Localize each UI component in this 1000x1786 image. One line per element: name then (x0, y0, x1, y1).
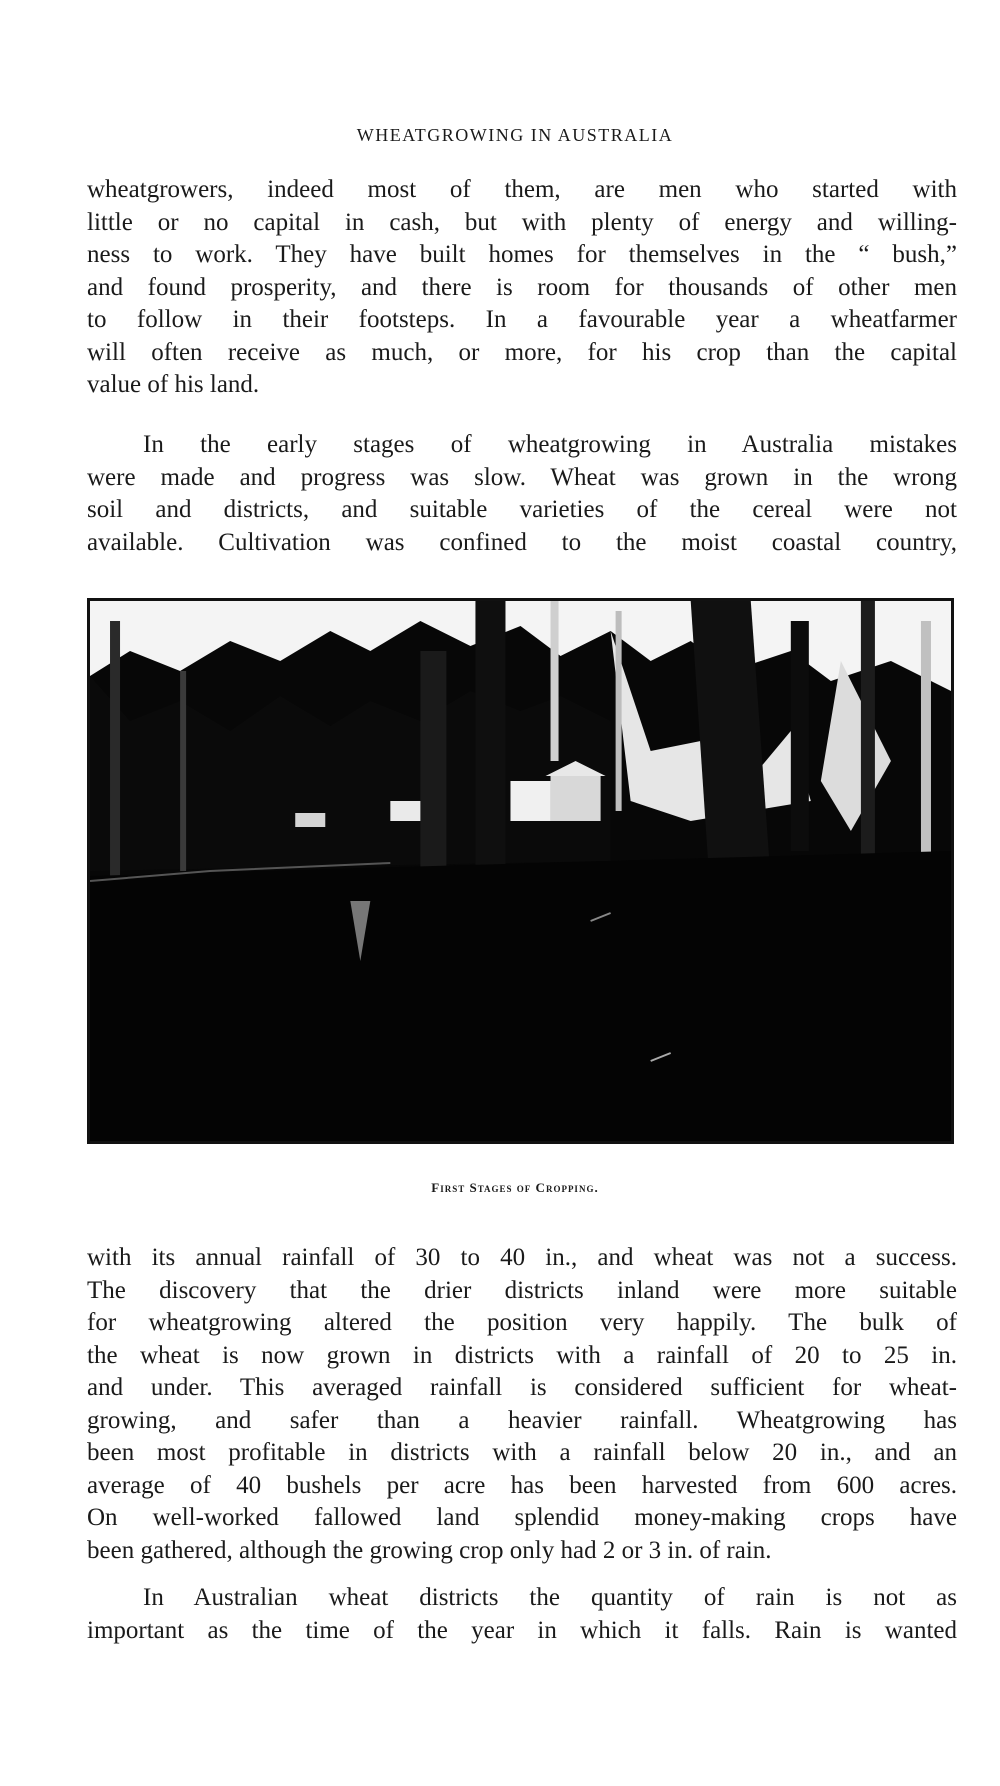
paragraph-2 (87, 429, 957, 559)
photograph (87, 598, 954, 1144)
text-line: for wheatgrowing altered the position very happily. The bulk of (87, 1309, 957, 1336)
text-line: ness to work. They have built homes for themselves in the “ bush,” (87, 241, 957, 268)
photo-illustration (90, 601, 951, 1141)
text-line: been gathered, although the growing crop only had 2 or 3 in. of rain. (87, 1536, 772, 1564)
text-line: will often receive as much, or more, for his crop than the capital (87, 338, 957, 366)
text-line: the wheat is now grown in districts with a rainfall of 20 to 25 in. (87, 1341, 957, 1369)
text-line: growing, and safer than a heavier rainfall. Wheatgrowing has (87, 1406, 957, 1434)
text-line: On well-worked fallowed land splendid money-making crops have (87, 1504, 957, 1531)
text-line: In Australian wheat districts the quantity of rain is not as (143, 1584, 957, 1611)
text-line: The discovery that the drier districts inland were more suitable (87, 1276, 957, 1304)
text-line: to follow in their footsteps. In a favourable year a wheatfarmer (87, 306, 957, 333)
text-line: little or no capital in cash, but with plenty of energy and willing- (87, 208, 957, 236)
text-line: with its annual rainfall of 30 to 40 in., and wheat was not a success. (87, 1244, 957, 1271)
text-line: wheatgrowers, indeed most of them, are men who started with (87, 176, 957, 203)
photo-caption: First Stages of Cropping. (431, 1180, 599, 1195)
text-line: been most profitable in districts with a rainfall below 20 in., and an (87, 1439, 957, 1466)
paragraph-1 (87, 174, 957, 402)
text-line: value of his land. (87, 371, 260, 398)
text-line: soil and districts, and suitable varieties of the cereal were not (87, 496, 957, 523)
text-line: and under. This averaged rainfall is considered sufficient for wheat- (87, 1374, 957, 1401)
text-line: and found prosperity, and there is room for thousands of other men (87, 273, 957, 301)
text-line: important as the time of the year in which it falls. Rain is wanted (87, 1616, 957, 1644)
text-line: available. Cultivation was confined to the moist coastal country, (87, 528, 957, 556)
running-head: WHEATGROWING IN AUSTRALIA (356, 125, 674, 145)
text-line: In the early stages of wheatgrowing in Australia mistakes (143, 431, 957, 458)
text-line: average of 40 bushels per acre has been harvested from 600 acres. (87, 1471, 957, 1499)
text-line: were made and progress was slow. Wheat was grown in the wrong (87, 463, 957, 491)
paragraph-3 (87, 1242, 957, 1567)
paragraph-4 (87, 1582, 957, 1647)
